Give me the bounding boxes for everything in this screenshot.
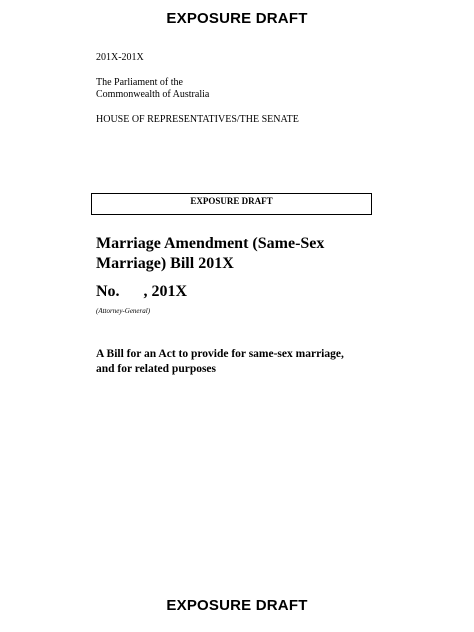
footer-exposure-draft: EXPOSURE DRAFT bbox=[166, 597, 308, 614]
parliament-line-1: The Parliament of the bbox=[96, 77, 183, 88]
header-exposure-draft: EXPOSURE DRAFT bbox=[166, 10, 308, 27]
bill-title bbox=[96, 234, 396, 274]
bill-number: No. , 201X bbox=[96, 283, 188, 300]
bill-title-line-2: Marriage) Bill 201X bbox=[96, 255, 234, 272]
bill-long-title bbox=[96, 347, 416, 377]
parliament-name bbox=[96, 77, 209, 101]
session-years: 201X-201X bbox=[96, 52, 144, 63]
bill-title-line-1: Marriage Amendment (Same-Sex bbox=[96, 235, 325, 252]
exposure-draft-box: EXPOSURE DRAFT bbox=[91, 193, 372, 215]
long-title-line-2: and for related purposes bbox=[96, 363, 217, 375]
parliament-line-2: Commonwealth of Australia bbox=[96, 89, 210, 100]
bill-sponsor: (Attorney-General) bbox=[96, 307, 151, 315]
houses-line: HOUSE OF REPRESENTATIVES/THE SENATE bbox=[96, 114, 299, 125]
long-title-line-1: A Bill for an Act to provide for same-sex marriage, bbox=[96, 348, 344, 360]
